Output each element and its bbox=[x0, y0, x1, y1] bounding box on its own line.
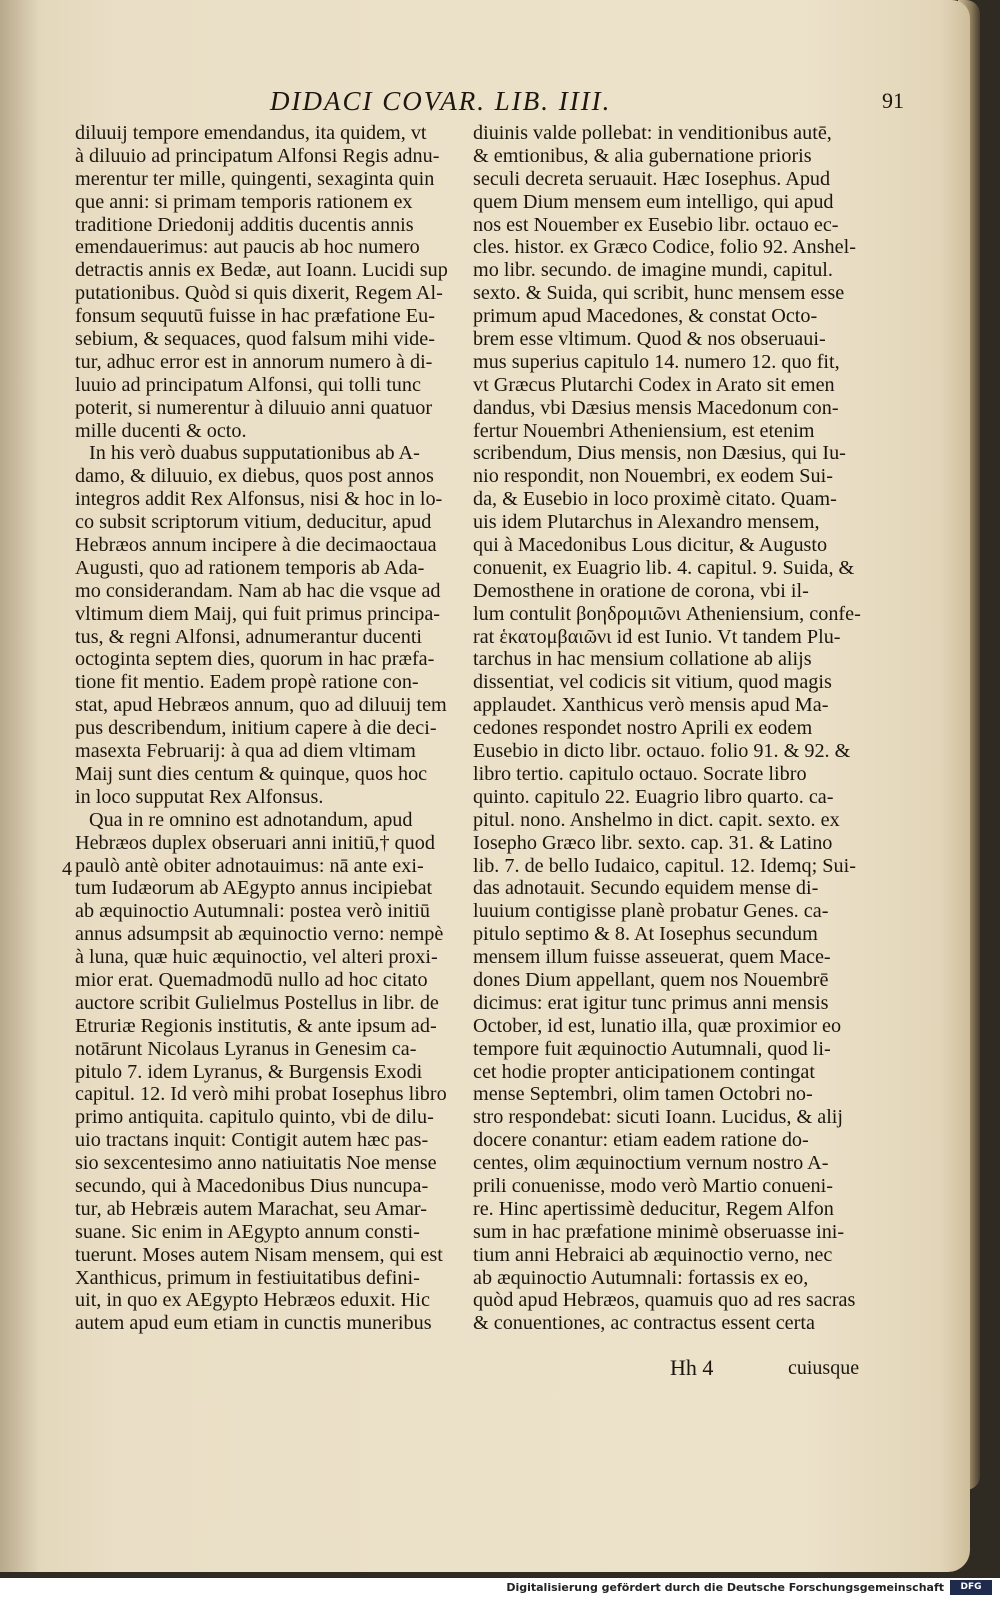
text-line: annus adsumpsit ab æquinoctio verno: nempè bbox=[75, 923, 444, 946]
text-line: auctore scribit Gulielmus Postellus in libr. de bbox=[75, 991, 439, 1014]
text-line: cet hodie propter anticipationem contingat bbox=[473, 1060, 815, 1083]
text-line: integros addit Rex Alfonsus, nisi & hoc in lo- bbox=[75, 488, 443, 511]
text-line: lib. 7. de bello Iudaico, capitul. 12. Idemq; Sui- bbox=[473, 854, 856, 877]
text-line: cles. histor. ex Græco Codice, folio 92. Anshel- bbox=[473, 236, 856, 259]
text-line: Iosepho Græco libr. sexto. cap. 31. & Latino bbox=[473, 831, 833, 854]
text-line: applaudet. Xanthicus verò mensis apud Ma- bbox=[473, 694, 829, 717]
text-line: Etruriæ Regionis institutis, & ante ipsum ad- bbox=[75, 1014, 437, 1037]
text-line: diluuij tempore emendandus, ita quidem, vt bbox=[75, 122, 427, 144]
text-line: putationibus. Quòd si quis dixerit, Regem Al- bbox=[75, 282, 443, 305]
text-line: dicimus: erat igitur tunc primus anni mensis bbox=[473, 991, 829, 1014]
text-line: paulò antè obiter adnotauimus: nā ante exi- bbox=[75, 854, 424, 877]
text-line: tur, ab Hebræis autem Marachat, seu Amar- bbox=[75, 1197, 427, 1220]
text-line: poterit, si numerentur à diluuio anni quatuor bbox=[75, 396, 433, 419]
text-line: à luna, quæ huic æquinoctio, vel alteri proxi- bbox=[75, 946, 438, 969]
text-line: suane. Sic enim in AEgypto annum consti- bbox=[75, 1220, 420, 1243]
text-line: octoginta septem dies, quorum in hac præfa- bbox=[75, 648, 435, 671]
text-line: sebium, & sequaces, quod falsum mihi vide- bbox=[75, 328, 435, 351]
text-line: diuinis valde pollebat: in venditionibus autē, bbox=[473, 122, 832, 144]
text-line: quinto. capitulo 22. Euagrio libro quarto. ca- bbox=[473, 785, 834, 808]
text-line: conuenit, ex Euagrio lib. 4. capitul. 9. Suida, & bbox=[473, 556, 855, 579]
text-line: & conuentiones, ac contractus essent certa bbox=[473, 1312, 815, 1335]
text-line: libro tertio. capitulo octauo. Socrate libro bbox=[473, 762, 807, 785]
text-line: Xanthicus, primum in festiuitatibus defini- bbox=[75, 1266, 420, 1289]
text-line: Hebræos duplex obseruari anni initiū,† quod bbox=[75, 831, 435, 854]
running-head: DIDACI COVAR. LIB. IIII. bbox=[270, 86, 612, 116]
text-line: Augusti, quo ad rationem temporis ab Ada- bbox=[75, 556, 425, 579]
text-line: primum apud Macedones, & constat Octo- bbox=[473, 305, 818, 328]
text-line: masexta Februarij: à qua ad diem vltimam bbox=[75, 740, 416, 763]
text-line: stat, apud Hebræos annum, quo ad diluuij tem bbox=[75, 694, 447, 717]
text-line: ab æquinoctio Autumnali: fortassis ex eo, bbox=[473, 1266, 809, 1289]
text-line: mo libr. secundo. de imagine mundi, capitul. bbox=[473, 259, 833, 282]
text-line: Demosthene in oratione de corona, vbi il- bbox=[473, 579, 809, 602]
text-line: In his verò duabus supputationibus ab A- bbox=[89, 442, 420, 465]
text-line: luuio ad principatum Alfonsi, qui tolli tunc bbox=[75, 373, 421, 396]
marginal-number: 4 bbox=[62, 858, 72, 880]
text-line: mensem illum fuisse asseuerat, quem Mace- bbox=[473, 946, 831, 969]
left-column bbox=[75, 122, 455, 1335]
text-line: fertur Nouembri Atheniensium, est etenim bbox=[473, 419, 815, 442]
text-line: mense Septembri, olim tamen Octobri no- bbox=[473, 1083, 813, 1106]
text-line: tione fit mentio. Eadem propè ratione con- bbox=[75, 671, 419, 694]
text-line: centes, olim æquinoctium vernum nostro A- bbox=[473, 1152, 829, 1175]
text-line: que anni: si primam temporis rationem ex bbox=[75, 190, 413, 213]
text-line: scribendum, Dius mensis, non Dæsius, qui Iu- bbox=[473, 442, 846, 465]
text-line: traditione Driedonij additis ducentis annis bbox=[75, 213, 414, 236]
text-line: tuerunt. Moses autem Nisam mensem, qui est bbox=[75, 1243, 443, 1266]
text-line: pitul. nono. Anshelmo in dict. capit. sexto. ex bbox=[473, 808, 840, 831]
text-line: quòd apud Hebræos, quamuis quo ad res sacras bbox=[473, 1289, 856, 1312]
text-line: capitul. 12. Id verò mihi probat Iosephus libro bbox=[75, 1083, 447, 1106]
text-line: lum contulit βοηδρομιῶνι Atheniensium, confe- bbox=[473, 602, 861, 625]
text-line: Qua in re omnino est adnotandum, apud bbox=[89, 808, 413, 831]
text-line: Hebræos annum incipere à die decimaoctaua bbox=[75, 534, 437, 557]
text-line: fonsum sequutū fuisse in hac præfatione Eu- bbox=[75, 305, 435, 328]
text-line: Maij sunt dies centum & quinque, quos hoc bbox=[75, 762, 428, 785]
right-column bbox=[473, 122, 861, 1335]
text-line: quem Dium mensem eum intelligo, qui apud bbox=[473, 190, 834, 213]
text-line: Eusebio in dicto libr. octauo. folio 91. & 92. & bbox=[473, 740, 851, 763]
text-line: brem esse vltimum. Quod & nos obseruaui- bbox=[473, 328, 826, 351]
text-line: mus superius capitulo 14. numero 12. quo fit, bbox=[473, 350, 840, 373]
text-line: notārunt Nicolaus Lyranus in Genesim ca- bbox=[75, 1037, 417, 1060]
text-line: tempore fuit æquinoctio Autumnali, quod li- bbox=[473, 1037, 831, 1060]
text-line: mo considerandam. Nam ab hac die vsque ad bbox=[75, 579, 441, 602]
dfg-logo-icon: DFG bbox=[950, 1580, 992, 1595]
text-line: qui à Macedonibus Lous dicitur, & Augusto bbox=[473, 534, 828, 557]
text-line: à diluuio ad principatum Alfonsi Regis adnu- bbox=[75, 144, 440, 167]
text-line: prili conuenisse, modo verò Martio conueni- bbox=[473, 1174, 833, 1197]
funding-notice: Digitalisierung gefördert durch die Deutsche Forschungsgemeinschaft bbox=[506, 1581, 944, 1594]
text-line: dones Dium appellant, quem nos Nouembrē bbox=[473, 968, 829, 991]
text-line: & emtionibus, & alia gubernatione prioris bbox=[473, 144, 812, 167]
text-line: re. Hinc apertissimè deducitur, Regem Alfon bbox=[473, 1197, 834, 1220]
text-line: uis idem Plutarchus in Alexandro mensem, bbox=[473, 511, 820, 534]
text-line: tur, adhuc error est in annorum numero à di- bbox=[75, 350, 433, 373]
text-line: nio respondit, non Nouembri, ex eodem Sui- bbox=[473, 465, 833, 488]
text-line: rat ἑκατομβαιῶνι id est Iunio. Vt tandem Plu- bbox=[473, 625, 841, 648]
text-line: in loco supputat Rex Alfonsus. bbox=[75, 785, 324, 808]
text-line: mior erat. Quemadmodū nullo ad hoc citato bbox=[75, 968, 428, 991]
signature-mark: Hh 4 bbox=[670, 1355, 714, 1380]
text-line: seculi decreta seruauit. Hæc Iosephus. Apud bbox=[473, 167, 831, 190]
text-line: pitulo septimo & 8. At Iosephus secundum bbox=[473, 923, 818, 946]
text-line: sio sexcentesimo anno natiuitatis Noe mense bbox=[75, 1152, 437, 1175]
text-line: luuium contigisse planè probatur Genes. ca- bbox=[473, 900, 829, 923]
text-line: stro respondebat: sicuti Ioann. Lucidus, & alij bbox=[473, 1106, 844, 1129]
text-line: docere conantur: etiam eadem ratione do- bbox=[473, 1129, 809, 1152]
text-line: sexto. & Suida, qui scribit, hunc mensem esse bbox=[473, 282, 845, 305]
text-line: pus describendum, initium capere à die deci- bbox=[75, 717, 437, 740]
text-line: primo antiquita. capitulo quinto, vbi de dilu- bbox=[75, 1106, 434, 1129]
page-number: 91 bbox=[882, 88, 904, 113]
text-line: nos est Nouember ex Eusebio libr. octauo ec- bbox=[473, 213, 839, 236]
text-line: co subsit scriptorum vitium, deducitur, apud bbox=[75, 511, 432, 534]
text-line: uio tractans inquit: Contigit autem hæc pas- bbox=[75, 1129, 429, 1152]
text-line: tus, & regni Alfonsi, adnumerantur ducenti bbox=[75, 625, 423, 648]
text-line: damo, & diluuio, ex diebus, quos post annos bbox=[75, 465, 434, 488]
text-line: da, & Eusebio in loco proximè citato. Quam- bbox=[473, 488, 837, 511]
text-line: tium anni Hebraici ab æquinoctio verno, nec bbox=[473, 1243, 833, 1266]
text-line: emendauerimus: aut paucis ab hoc numero bbox=[75, 236, 420, 259]
text-line: pitulo 7. idem Lyranus, & Burgensis Exodi bbox=[75, 1060, 423, 1083]
text-line: dissentiat, vel codicis sit vitium, quod magis bbox=[473, 671, 832, 694]
text-line: sum in hac præfatione minimè obseruasse ini- bbox=[473, 1220, 845, 1243]
catchword: cuiusque bbox=[788, 1357, 860, 1379]
text-line: tum Iudæorum ab AEgypto annus incipiebat bbox=[75, 877, 433, 900]
text-line: tarchus in hac mensium collatione ab alijs bbox=[473, 648, 812, 671]
text-line: secundo, qui à Macedonibus Dius nuncupa- bbox=[75, 1174, 429, 1197]
text-line: dandus, vbi Dæsius mensis Macedonum con- bbox=[473, 396, 839, 419]
text-line: detractis annis ex Bedæ, aut Ioann. Lucidi sup bbox=[75, 259, 448, 282]
text-line: merentur ter mille, quingenti, sexaginta quin bbox=[75, 167, 435, 190]
text-line: October, id est, lunatio illa, quæ proximior eo bbox=[473, 1014, 842, 1037]
text-line: ab æquinoctio Autumnali: postea verò initiū bbox=[75, 900, 430, 923]
text-line: autem apud eum etiam in cunctis muneribus bbox=[75, 1312, 432, 1335]
text-line: cedones respondet nostro Aprili ex eodem bbox=[473, 717, 813, 740]
text-line: mille ducenti & octo. bbox=[75, 419, 247, 442]
text-line: vltimum diem Maij, qui fuit primus principa- bbox=[75, 602, 441, 625]
text-line: vt Græcus Plutarchi Codex in Arato sit emen bbox=[473, 373, 835, 396]
text-line: das adnotauit. Secundo equidem mense di- bbox=[473, 877, 819, 900]
text-line: uit, in quo ex AEgypto Hebræos eduxit. Hic bbox=[75, 1289, 430, 1312]
